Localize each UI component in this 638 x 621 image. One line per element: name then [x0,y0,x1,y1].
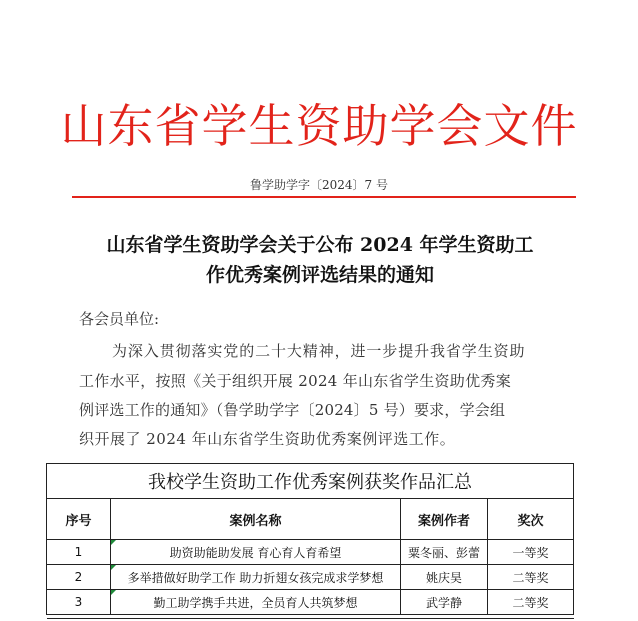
row-author: 武学静 [401,590,488,615]
table-row [47,540,574,565]
table-caption-row [47,464,574,499]
row-case-name: 多举措做好助学工作 助力折翅女孩完成求学梦想 [111,565,401,590]
column-header-author: 案例作者 [401,499,488,540]
body-line-1: 为深入贯彻落实党的二十大精神，进一步提升我省学生资助 [112,342,526,360]
column-header-index: 序号 [47,499,111,540]
salutation: 各会员单位: [79,310,160,328]
row-index: 1 [47,540,111,565]
table-row [47,590,574,615]
column-header-case-name: 案例名称 [111,499,401,540]
body-line-4: 织开展了 2024 年山东省学生资助优秀案例评选工作。 [79,430,456,448]
document-header-title: 山东省学生资助学会文件 [60,99,578,153]
row-case-name: 勤工助学携手共进，全员育人共筑梦想 [111,590,401,615]
table-caption: 我校学生资助工作优秀案例获奖作品汇总 [47,464,574,499]
row-author: 粟冬丽、彭蕾 [401,540,488,565]
row-author: 姚庆昊 [401,565,488,590]
header-red-rule [72,196,576,198]
row-award: 二等奖 [488,565,574,590]
notice-title-line-1: 山东省学生资助学会关于公布 2024 年学生资助工 [106,234,534,256]
body-line-3: 例评选工作的通知》（鲁学助学字〔2024〕5 号）要求，学会组 [79,401,506,419]
row-award: 一等奖 [488,540,574,565]
table-bottom-edge [47,615,574,619]
body-line-2: 工作水平，按照《关于组织开展 2024 年山东省学生资助优秀案 [79,372,512,390]
award-summary-table [46,463,574,619]
document-number: 鲁学助学字〔2024〕7 号 [250,178,388,192]
row-index: 2 [47,565,111,590]
notice-title [70,230,570,290]
row-award: 二等奖 [488,590,574,615]
column-header-award: 奖次 [488,499,574,540]
table-header-row [47,499,574,540]
row-index: 3 [47,590,111,615]
table-row [47,565,574,590]
table-bottom-edge-cell [47,615,574,619]
row-case-name: 助资助能助发展 育心育人育希望 [111,540,401,565]
notice-title-line-2: 作优秀案例评选结果的通知 [205,264,434,286]
